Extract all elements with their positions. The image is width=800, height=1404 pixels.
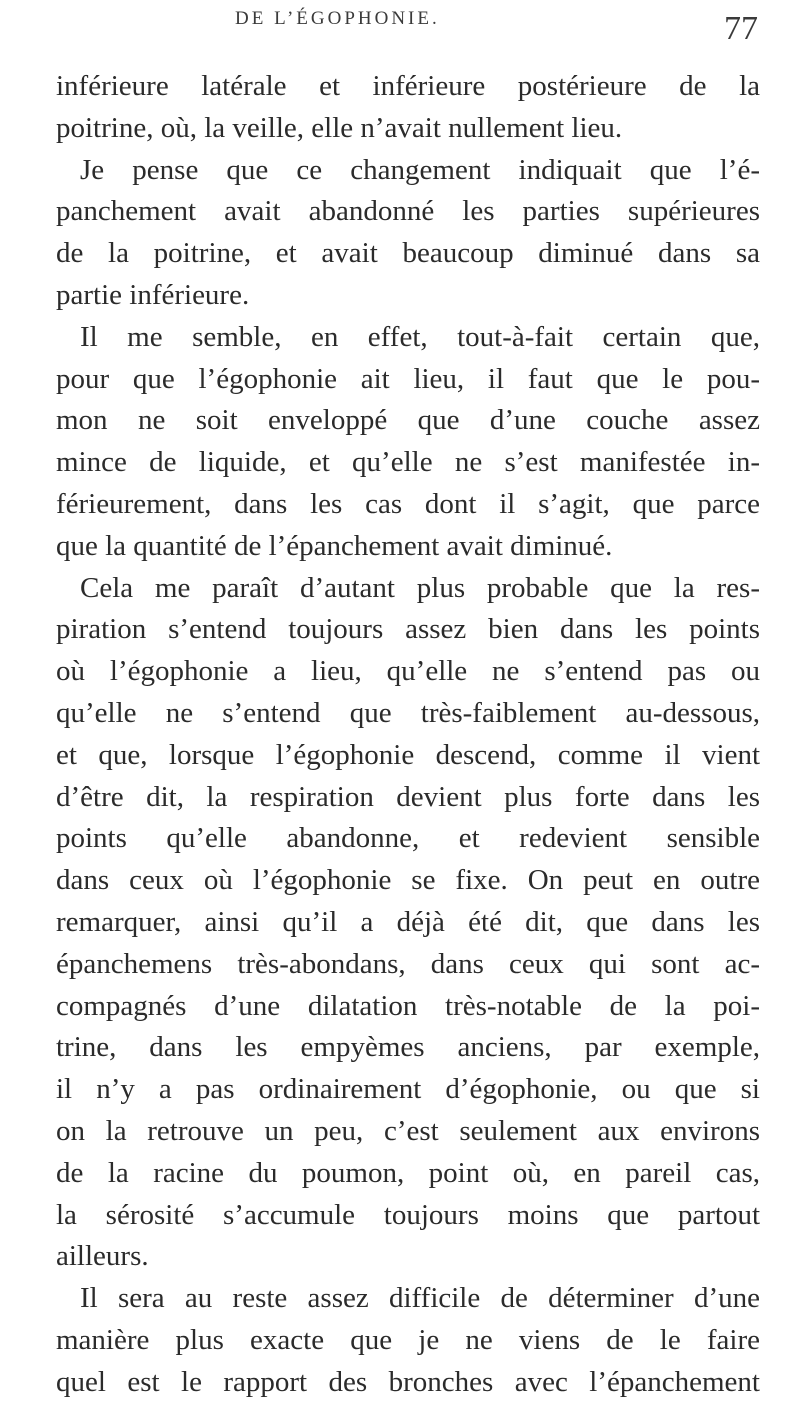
text-line: partie inférieure. xyxy=(56,278,250,311)
text-line: Il sera au reste assez difficile de déterminer d’une xyxy=(80,1282,760,1315)
text-line: Il me semble, en effet, tout-à-fait certain que, xyxy=(80,320,760,353)
text-line: quel est le rapport des bronches avec l’épanchement xyxy=(56,1365,760,1398)
text-line: inférieure latérale et inférieure postérieure de la xyxy=(56,70,760,102)
running-head: DE L’ÉGOPHONIE. xyxy=(235,8,440,29)
text-line: et que, lorsque l’égophonie descend, comme il vient xyxy=(56,738,760,771)
text-line: ailleurs. xyxy=(56,1240,149,1273)
text-line: mince de liquide, et qu’elle ne s’est manifestée in- xyxy=(56,446,760,479)
text-line: compagnés d’une dilatation très-notable de la poi- xyxy=(56,989,760,1022)
text-line: férieurement, dans les cas dont il s’agit, que parce xyxy=(56,487,760,520)
text-line: Cela me paraît d’autant plus probable que la res- xyxy=(80,571,760,604)
text-line: on la retrouve un peu, c’est seulement aux environs xyxy=(56,1114,760,1147)
text-line: Je pense que ce changement indiquait que l’é- xyxy=(80,153,760,186)
text-line: remarquer, ainsi qu’il a déjà été dit, que dans les xyxy=(56,905,760,938)
text-line: de la poitrine, et avait beaucoup diminué dans sa xyxy=(56,237,760,270)
page-number: 77 xyxy=(724,10,758,47)
text-line: piration s’entend toujours assez bien dans les points xyxy=(56,613,760,646)
text-line: trine, dans les empyèmes anciens, par exemple, xyxy=(56,1031,760,1064)
text-line: il n’y a pas ordinairement d’égophonie, ou que si xyxy=(56,1073,760,1106)
text-line: de la racine du poumon, point où, en pareil cas, xyxy=(56,1156,760,1189)
text-line: poitrine, où, la veille, elle n’avait nullement lieu. xyxy=(56,111,623,144)
body-text xyxy=(56,66,760,1404)
text-line: qu’elle ne s’entend que très-faiblement au-dessous, xyxy=(56,696,760,729)
text-line: mon ne soit enveloppé que d’une couche assez xyxy=(56,404,760,437)
text-line: la sérosité s’accumule toujours moins que partout xyxy=(56,1198,760,1231)
text-line: où l’égophonie a lieu, qu’elle ne s’entend pas ou xyxy=(56,655,760,688)
text-line: épanchemens très-abondans, dans ceux qui sont ac- xyxy=(56,947,760,980)
text-line: dans ceux où l’égophonie se fixe. On peut en outre xyxy=(56,864,760,897)
text-line: pour que l’égophonie ait lieu, il faut que le pou- xyxy=(56,362,760,395)
text-line: d’être dit, la respiration devient plus forte dans les xyxy=(56,780,760,813)
text-line: que la quantité de l’épanchement avait diminué. xyxy=(56,529,613,562)
text-line: panchement avait abandonné les parties supérieures xyxy=(56,195,760,228)
text-line: points qu’elle abandonne, et redevient sensible xyxy=(56,822,760,855)
text-line: manière plus exacte que je ne viens de le faire xyxy=(56,1323,760,1356)
